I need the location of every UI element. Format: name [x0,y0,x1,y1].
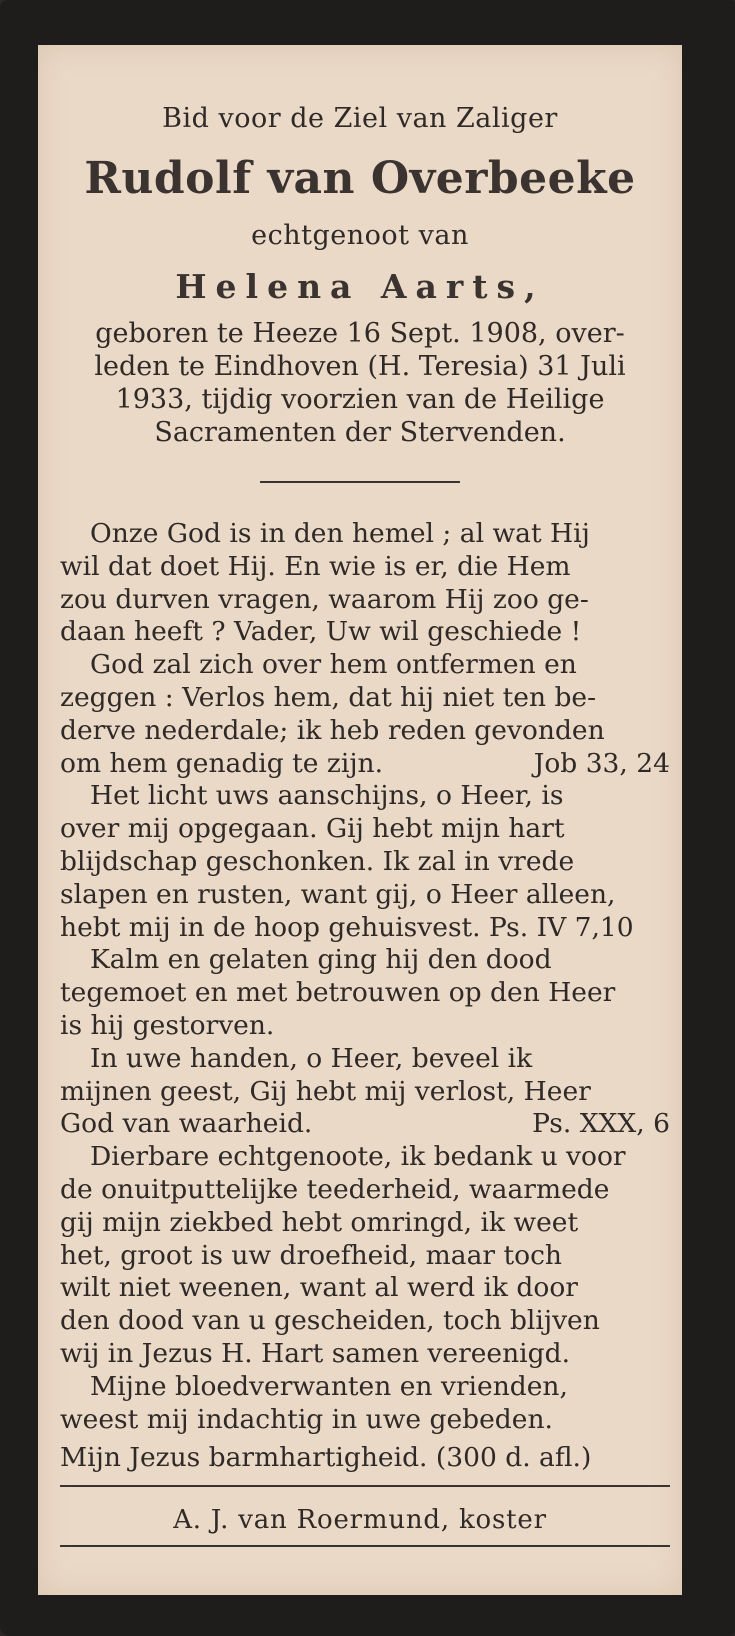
text-line: slapen en rusten, want gij, o Heer alleen, [60,878,616,910]
bio-line: leden te Eindhoven (H. Teresia) 31 Juli [94,351,626,382]
text-line: wilt niet weenen, want al werd ik door [60,1272,578,1304]
text-line: In uwe handen, o Heer, beveel ik [90,1042,533,1074]
text-line: gij mijn ziekbed hebt omringd, ik weet [60,1206,579,1238]
text-fragment: om hem genadig te zijn. [60,747,384,779]
text-line: God zal zich over hem ontfermen en [90,649,577,681]
text-line: het, groot is uw droefheid, maar toch [60,1239,562,1271]
spouse-intro: echtgenoot van [251,220,469,251]
text-line: over mij opgegaan. Gij hebt mijn hart [60,813,565,845]
text-line: de onuitputtelijke teederheid, waarmede [60,1173,610,1205]
prayer-text [60,518,670,1475]
text-line: daan heeft ? Vader, Uw wil geschiede ! [60,616,582,648]
divider-bottom [60,1545,670,1547]
text-line: tegemoet en met betrouwen op den Heer [60,977,616,1009]
printer-credit: A. J. van Roermund, koster [173,1505,547,1535]
card-paper [38,45,682,1595]
text-line: derve nederdale; ik heb reden gevonden [60,714,605,746]
text-line: Mijne bloedverwanten en vrienden, [90,1370,568,1402]
bio-line: geboren te Heeze 16 Sept. 1908, over- [95,318,625,349]
text-line: den dood van u gescheiden, toch blijven [60,1305,600,1337]
deceased-name: Rudolf van Overbeeke [84,153,636,204]
text-line: Het licht uws aanschijns, o Heer, is [90,780,564,812]
spouse-name: Helena Aarts, [175,267,545,306]
text-line: wij in Jezus H. Hart samen vereenigd. [60,1337,571,1369]
text-line: Dierbare echtgenoote, ik bedank u voor [90,1141,626,1173]
text-line: blijdschap geschonken. Ik zal in vrede [60,845,575,877]
text-line: zeggen : Verlos hem, dat hij niet ten be- [60,681,597,713]
scripture-reference: Ps. XXX, 6 [532,1108,670,1140]
text-line: Kalm en gelaten ging hij den dood [90,944,552,976]
divider-top [60,1485,670,1487]
divider-short [260,481,460,483]
text-line: zou durven vragen, waarom Hij zoo ge- [60,583,589,615]
bio-line: 1933, tijdig voorzien van de Heilige [115,384,605,415]
scripture-reference: Job 33, 24 [533,747,670,779]
text-line: is hij gestorven. [60,1009,275,1041]
text-line: weest mij indachtig in uwe gebeden. [60,1403,553,1435]
text-line: hebt mij in de hoop gehuisvest. Ps. IV 7,10 [60,911,634,943]
text-line [60,748,670,781]
text-line: mijnen geest, Gij hebt mij verlost, Heer [60,1075,591,1107]
text-fragment: God van waarheid. [60,1108,313,1140]
text-line: wil dat doet Hij. En wie is er, die Hem [60,550,571,582]
indulgence-line: Mijn Jezus barmhartigheid. (300 d. afl.) [60,1442,592,1474]
biography [38,317,682,449]
prayer-intro: Bid voor de Ziel van Zaliger [162,103,558,134]
bio-line: Sacramenten der Stervenden. [154,417,566,448]
text-line: Onze God is in den hemel ; al wat Hij [90,518,590,549]
text-line [60,1108,670,1141]
